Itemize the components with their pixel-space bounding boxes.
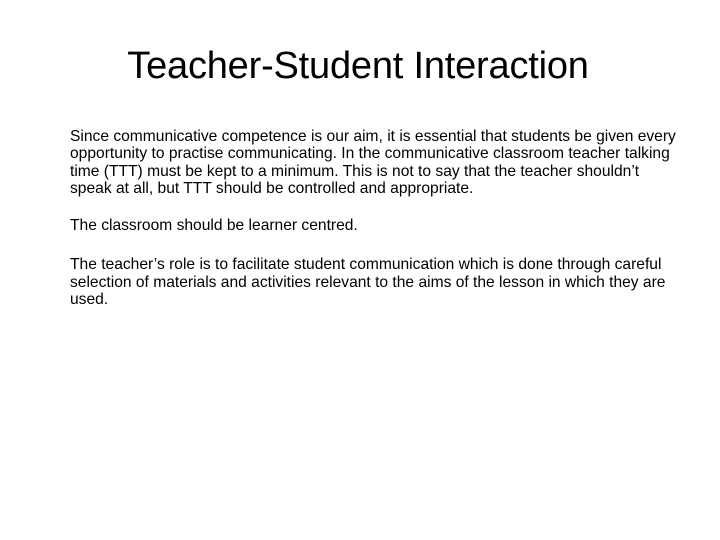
slide-body <box>70 128 682 328</box>
slide-title: Teacher-Student Interaction <box>127 45 589 87</box>
paragraph-communicative-competence: Since communicative competence is our aim, it is essential that students be given every opportunity to practise communicating. In the communicative classroom teacher talking time (TTT) must be kept to a minimum. This is not to say that the teacher shouldn’t speak at all, but TTT should be controlled and appropriate. <box>70 128 676 197</box>
paragraph-teacher-role: The teacher’s role is to facilitate student communication which is done through careful selection of materials and activities relevant to the aims of the lesson in which they are used. <box>70 256 666 309</box>
paragraph-learner-centred: The classroom should be learner centred. <box>70 217 358 235</box>
